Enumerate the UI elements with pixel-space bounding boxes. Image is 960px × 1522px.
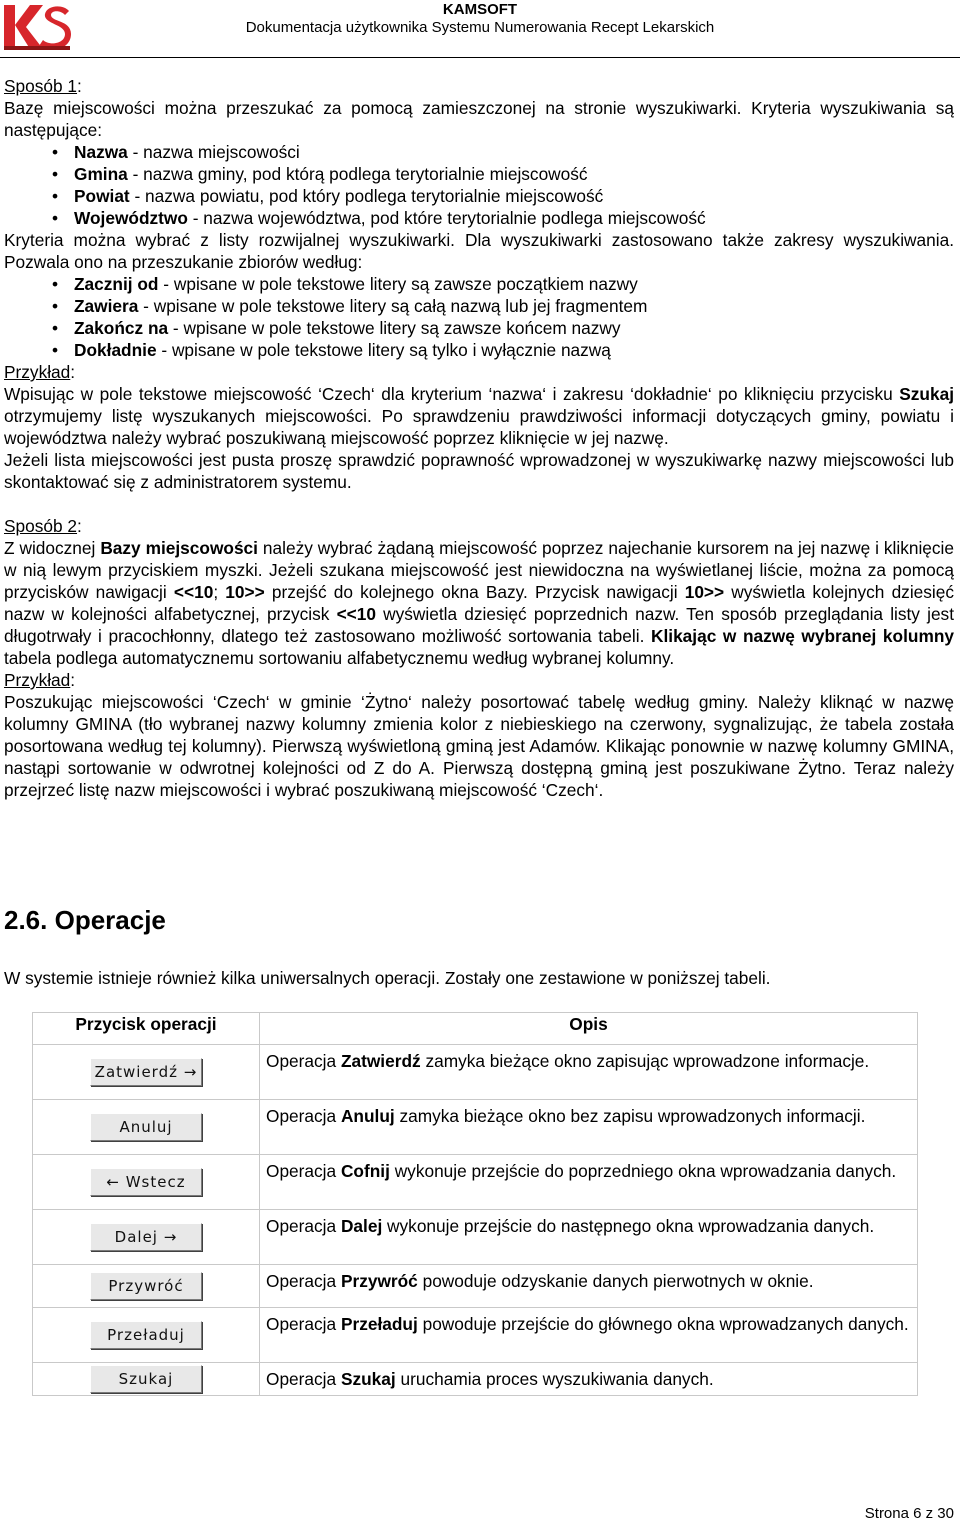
ranges-list xyxy=(4,273,954,361)
list-item xyxy=(4,317,954,339)
list-item xyxy=(4,141,954,163)
text-run: tabela podlega automatycznemu sortowaniu alfabetycznemu według wybranej kolumny. xyxy=(4,648,675,668)
table-row xyxy=(33,1265,918,1308)
button-cell xyxy=(33,1100,260,1155)
operation-name: Przywróć xyxy=(340,1271,418,1291)
search-button[interactable]: Szukaj xyxy=(90,1365,202,1393)
section-intro: W systemie istnieje również kilka uniwersalnych operacji. Zostały one zestawione w poniższej tabeli. xyxy=(4,968,771,988)
criterion-desc: - nazwa województwa, pod które terytorialnie podlega miejscowość xyxy=(187,208,706,228)
range-desc: - wpisane w pole tekstowe litery są zawsze końcem nazwy xyxy=(168,318,621,338)
desc-cell xyxy=(260,1155,918,1210)
text-run-bold: Szukaj xyxy=(899,384,954,404)
text-run: należy wybrać żądaną miejscowość poprzez najechanie kursorem na jej nazwę i kliknięcie w nią lewym przyciskiem myszki. Jeżeli szukana miejscowość jest niewidoczna na wyświetlanej liście, można za pomocą przycisków nawigacji xyxy=(4,538,954,602)
desc-cell xyxy=(260,1308,918,1363)
list-item xyxy=(4,295,954,317)
col-header-desc: Opis xyxy=(260,1013,918,1045)
desc-cell xyxy=(260,1265,918,1308)
text-run: Operacja xyxy=(266,1216,341,1236)
text-run-bold: Bazy miejscowości xyxy=(100,538,258,558)
text-run: wykonuje przejście do następnego okna wprowadzania danych. xyxy=(382,1216,875,1236)
range-desc: - wpisane w pole tekstowe litery są tylko i wyłącznie nazwą xyxy=(156,340,611,360)
header-divider xyxy=(0,57,960,58)
desc-cell xyxy=(260,1100,918,1155)
s1-empty-note: Jeżeli lista miejscowości jest pusta proszę sprawdzić poprawność wprowadzonej w wyszukiwarkę nazwy miejscowości lub skontaktować się z administratorem systemu. xyxy=(4,450,954,492)
header-subtitle: Dokumentacja użytkownika Systemu Numerowania Recept Lekarskich xyxy=(245,19,715,36)
s1-heading xyxy=(4,75,954,97)
range-desc: - wpisane w pole tekstowe litery są całą nazwą lub jej fragmentem xyxy=(138,296,648,316)
s1-example-heading xyxy=(4,361,954,383)
criteria-list xyxy=(4,141,954,229)
button-cell xyxy=(33,1265,260,1308)
text-run: Operacja xyxy=(266,1161,341,1181)
table-row xyxy=(33,1155,918,1210)
operation-name: Dalej xyxy=(340,1216,383,1236)
text-run-bold: <<10 xyxy=(336,604,376,624)
back-button[interactable]: ← Wstecz xyxy=(90,1168,202,1196)
restore-button[interactable]: Przywróć xyxy=(90,1272,202,1300)
document-body xyxy=(4,75,954,801)
range-desc: - wpisane w pole tekstowe litery są zawsze początkiem nazwy xyxy=(158,274,638,294)
criterion-term: Powiat xyxy=(74,186,130,206)
table-row xyxy=(33,1308,918,1363)
button-cell xyxy=(33,1308,260,1363)
text-run: uruchamia proces wyszukiwania danych. xyxy=(395,1369,714,1389)
table-row xyxy=(33,1363,918,1396)
text-run: wyświetla dziesięć poprzednich nazw. Ten sposób przeglądania listy jest długotrwały i pracochłonny, dlatego też zastosowano możliwość sortowania tabeli. xyxy=(4,604,954,646)
table-header-row xyxy=(33,1013,918,1045)
reload-button[interactable]: Przeładuj xyxy=(90,1321,202,1349)
criterion-term: Nazwa xyxy=(74,142,128,162)
next-button[interactable]: Dalej → xyxy=(90,1223,202,1251)
s1-example xyxy=(4,383,954,449)
page-number: Strona 6 z 30 xyxy=(864,1505,954,1522)
s1-title: Sposób 1 xyxy=(4,76,78,96)
text-run: wykonuje przejście do poprzedniego okna wprowadzania danych. xyxy=(389,1161,897,1181)
s2-example: Poszukując miejscowości ‘Czech‘ w gminie ‘Żytno‘ należy posortować tabelę według gminy. Należy kliknąć w nazwę kolumny GMINA (tło wybranej nazwy kolumny zmienia kolor z niebieskiego na czerwony, sygnalizując, że tabela została posortowana według tej kolumny). Pierwszą wyświetloną gminą jest Adamów. Klikając ponownie w nazwę kolumny GMINA, nastąpi sortowanie w odwrotnej kolejności od Z do A. Pierwszą dostępną gminą jest poszukiwane Żytno. Teraz należy przejrzeć listę nazw miejscowości i wybrać poszukiwaną miejscowość ‘Czech‘. xyxy=(4,692,954,800)
s2-colon: : xyxy=(77,516,82,536)
list-item xyxy=(4,185,954,207)
button-cell xyxy=(33,1155,260,1210)
text-run: Operacja xyxy=(266,1369,341,1389)
range-term: Dokładnie xyxy=(74,340,157,360)
table-row xyxy=(33,1100,918,1155)
list-item xyxy=(4,207,954,229)
text-run: Operacja xyxy=(266,1106,341,1126)
header-company: KAMSOFT xyxy=(442,1,518,18)
text-run-bold: Klikając w nazwę wybranej kolumny xyxy=(650,626,954,646)
text-run: powoduje przejście do głównego okna wprowadzanych danych. xyxy=(417,1314,909,1334)
criterion-term: Gmina xyxy=(74,164,128,184)
text-run: Operacja xyxy=(266,1271,341,1291)
table-row xyxy=(33,1045,918,1100)
s2-para1 xyxy=(4,537,954,669)
text-run: zamyka bieżące okno bez zapisu wprowadzonych informacji. xyxy=(394,1106,866,1126)
text-run: ; xyxy=(213,582,226,602)
kamsoft-logo xyxy=(3,2,71,52)
criterion-desc: - nazwa miejscowości xyxy=(127,142,300,162)
example-label: Przykład xyxy=(4,670,71,690)
button-cell xyxy=(33,1363,260,1396)
s1-para2: Kryteria można wybrać z listy rozwijalnej wyszukiwarki. Dla wyszukiwarki zastosowano także zakresy wyszukiwania. Pozwala ono na przeszukanie zbiorów według: xyxy=(4,230,954,272)
s1-intro: Bazę miejscowości można przeszukać za pomocą zamieszczonej na stronie wyszukiwarki. Kryteria wyszukiwania są następujące: xyxy=(4,98,954,140)
s2-heading xyxy=(4,515,954,537)
example-colon: : xyxy=(70,362,76,382)
text-run: Operacja xyxy=(266,1051,341,1071)
desc-cell xyxy=(260,1210,918,1265)
col-header-button: Przycisk operacji xyxy=(33,1013,260,1045)
operation-name: Zatwierdź xyxy=(340,1051,421,1071)
table-row xyxy=(33,1210,918,1265)
cancel-button[interactable]: Anuluj xyxy=(90,1113,202,1141)
range-term: Zakończ na xyxy=(74,318,169,338)
button-cell xyxy=(33,1210,260,1265)
operations-table xyxy=(32,1012,918,1396)
spacer xyxy=(4,493,954,515)
text-run: Wpisując w pole tekstowe miejscowość ‘Czech‘ dla kryterium ‘nazwa‘ i zakresu ‘dokładnie‘ po kliknięciu przycisku xyxy=(4,384,900,404)
text-run: Operacja xyxy=(266,1314,341,1334)
confirm-button[interactable]: Zatwierdź → xyxy=(90,1058,202,1086)
list-item xyxy=(4,163,954,185)
text-run: wyświetla kolejnych dziesięć nazw w kolejności alfabetycznej, przycisk xyxy=(4,582,954,624)
text-run: otrzymujemy listę wyszukanych miejscowości. Po sprawdzeniu prawdziwości informacji dotyczących gminy, powiatu i województwa należy wybrać poszukiwaną miejscowość poprzez kliknięcie w jej nazwę. xyxy=(4,406,954,448)
operation-name: Cofnij xyxy=(340,1161,390,1181)
page-header xyxy=(0,0,960,58)
s2-example-heading xyxy=(4,669,954,691)
text-run: powoduje odzyskanie danych pierwotnych w oknie. xyxy=(417,1271,814,1291)
desc-cell xyxy=(260,1363,918,1396)
criterion-desc: - nazwa powiatu, pod który podlega terytorialnie miejscowość xyxy=(129,186,604,206)
section-heading: 2.6. Operacje xyxy=(4,905,166,935)
criterion-desc: - nazwa gminy, pod którą podlega terytorialnie miejscowość xyxy=(127,164,588,184)
s2-title: Sposób 2 xyxy=(4,516,78,536)
list-item xyxy=(4,339,954,361)
operation-name: Szukaj xyxy=(340,1369,396,1389)
example-colon: : xyxy=(70,670,76,690)
button-cell xyxy=(33,1045,260,1100)
operation-name: Anuluj xyxy=(340,1106,395,1126)
range-term: Zawiera xyxy=(74,296,139,316)
text-run-bold: <<10 xyxy=(173,582,214,602)
range-term: Zacznij od xyxy=(74,274,159,294)
text-run: przejść do kolejnego okna Bazy. Przycisk nawigacji xyxy=(264,582,685,602)
list-item xyxy=(4,273,954,295)
desc-cell xyxy=(260,1045,918,1100)
text-run: Z widocznej xyxy=(4,538,101,558)
text-run: zamyka bieżące okno zapisując wprowadzone informacje. xyxy=(420,1051,870,1071)
s1-colon: : xyxy=(77,76,82,96)
operation-name: Przeładuj xyxy=(340,1314,418,1334)
criterion-term: Województwo xyxy=(74,208,188,228)
example-label: Przykład xyxy=(4,362,71,382)
text-run-bold: 10>> xyxy=(225,582,265,602)
text-run-bold: 10>> xyxy=(684,582,725,602)
